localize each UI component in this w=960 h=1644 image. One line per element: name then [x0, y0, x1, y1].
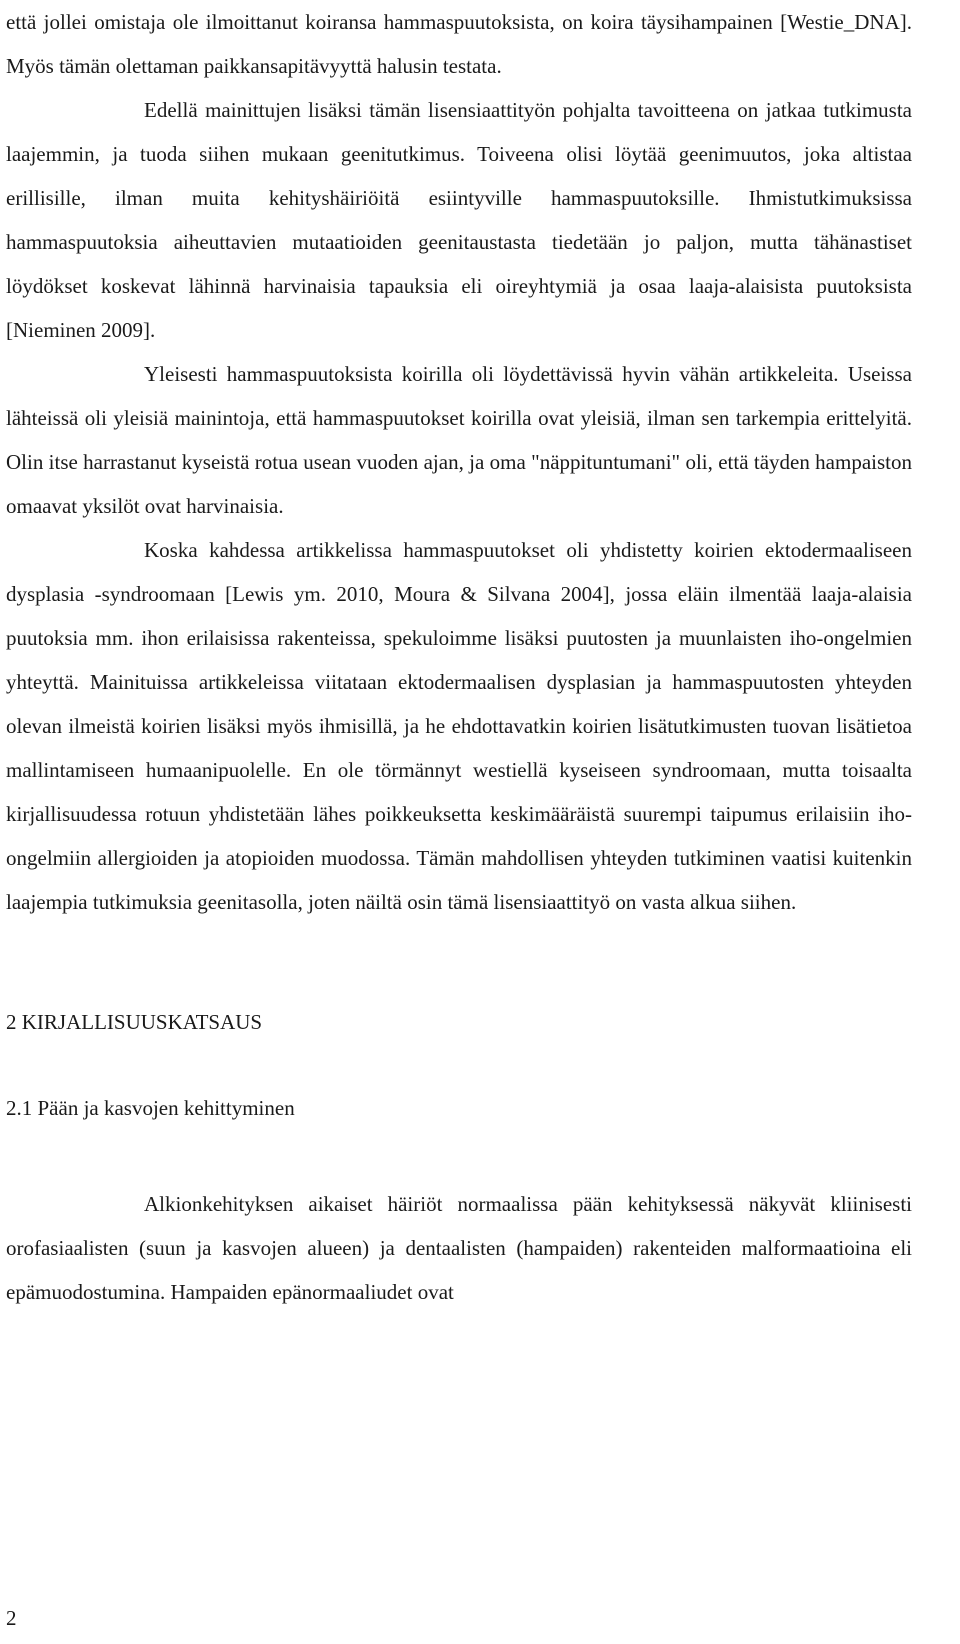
body-paragraph: Koska kahdessa artikkelissa hammaspuutokset oli yhdistetty koirien ektodermaaliseen dysplasia -syndroomaan [Lewis ym. 2010, Moura & Silvana 2004], jossa eläin ilmentää laaja-alaisia puutoksia mm. ihon erilaisissa rakenteissa, spekuloimme lisäksi puutosten ja muunlaisten iho-ongelmien yhteyttä. Mainituissa artikkeleissa viitataan ektodermaalisen dysplasian ja hammaspuutosten yhteyden olevan ilmeistä koirien lisäksi myös ihmisillä, ja he ehdottavatkin koirien lisätutkimusten tuovan lisätietoa mallintamiseen humaanipuolelle. En ole törmännyt westiellä kyseiseen syndroomaan, mutta toisaalta kirjallisuudessa rotuun yhdistetään lähes poikkeuksetta keskimääräistä suurempi taipumus erilaisiin iho-ongelmiin allergioiden ja atopioiden muodossa. Tämän mahdollisen yhteyden tutkiminen vaatisi kuitenkin laajempia tutkimuksia geenitasolla, joten näiltä osin tämä lisensiaattityö on vasta alkua siihen. [6, 538, 912, 914]
chapter-heading: 2 KIRJALLISUUSKATSAUS [6, 1010, 263, 1034]
section-heading: 2.1 Pään ja kasvojen kehittyminen [6, 1096, 295, 1120]
body-paragraph: että jollei omistaja ole ilmoittanut koiransa hammaspuutoksista, on koira täysihampainen [Westie_DNA]. Myös tämän olettaman paikkansapitävyyttä halusin testata. [6, 10, 912, 78]
body-paragraph: Yleisesti hammaspuutoksista koirilla oli löydettävissä hyvin vähän artikkeleita. Useissa lähteissä oli yleisiä mainintoja, että hammaspuutokset koirilla ovat yleisiä, ilman sen tarkempia erittelyitä. Olin itse harrastanut kyseistä rotua usean vuoden ajan, ja oma "näppituntumani" oli, että täyden hampaiston omaavat yksilöt ovat harvinaisia. [6, 362, 912, 518]
section-paragraph: Alkionkehityksen aikaiset häiriöt normaalissa pään kehityksessä näkyvät kliinisesti orofasiaalisten (suun ja kasvojen alueen) ja dentaalisten (hampaiden) rakenteiden malformaatioina eli epämuodostumina. Hampaiden epänormaaliudet ovat [6, 1192, 912, 1304]
page-number: 2 [6, 1606, 17, 1630]
document-page [6, 0, 912, 1314]
body-paragraph: Edellä mainittujen lisäksi tämän lisensiaattityön pohjalta tavoitteena on jatkaa tutkimusta laajemmin, ja tuoda siihen mukaan geenitutkimus. Toiveena olisi löytää geenimuutos, joka altistaa erillisille, ilman muita kehityshäiriöitä esiintyville hammaspuutoksille. Ihmistutkimuksissa hammaspuutoksia aiheuttavien mutaatioiden geenitaustasta tiedetään jo paljon, mutta tähänastiset löydökset koskevat lähinnä harvinaisia tapauksia eli oireyhtymiä ja osaa laaja-alaisista puutoksista [Nieminen 2009]. [6, 98, 912, 342]
